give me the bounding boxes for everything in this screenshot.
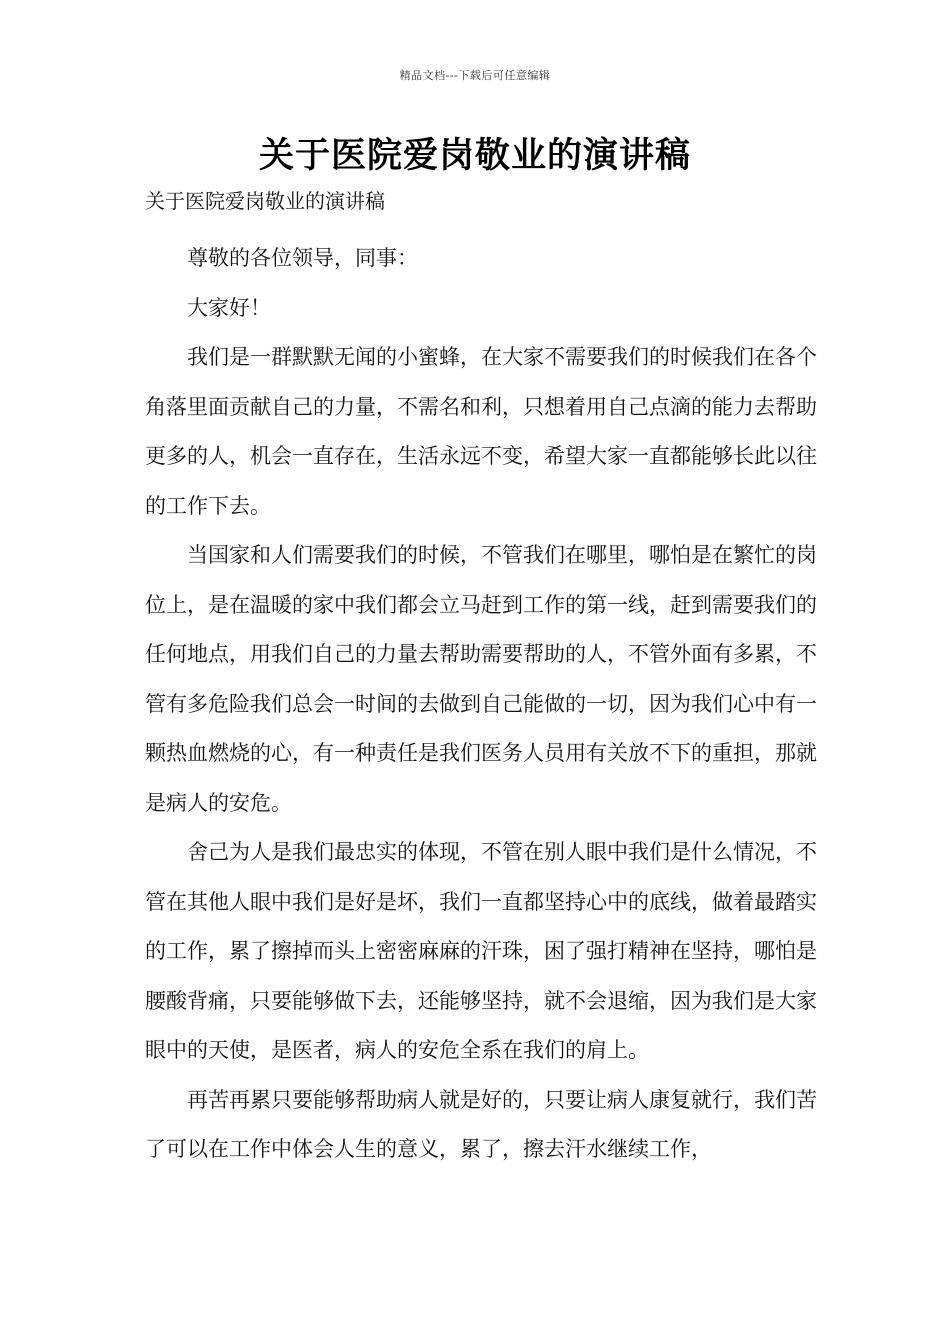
body-paragraph: 再苦再累只要能够帮助病人就是好的，只要让病人康复就行，我们苦了可以在工作中体会人生的意义，累了，擦去汗水继续工作， (145, 1087, 817, 1161)
salutation-paragraph: 尊敬的各位领导，同事： (187, 246, 418, 270)
greeting-paragraph: 大家好！ (187, 295, 271, 320)
body-paragraph: 舍己为人是我们最忠实的体现，不管在别人眼中我们是什么情况，不管在其他人眼中我们是好是坏，我们一直都坚持心中的底线，做着最踏实的工作，累了擦掉而头上密密麻麻的汗珠，困了强打精神在坚持，哪怕是腰酸背痛，只要能够做下去，还能够坚持，就不会退缩，因为我们是大家眼中的天使，是医者，病人的安危全系在我们的肩上。 (145, 840, 817, 1062)
document-body (145, 234, 817, 1175)
header-note: 精品文档---下载后可任意编辑 (399, 69, 551, 82)
body-paragraph: 我们是一群默默无闻的小蜜蜂，在大家不需要我们的时候我们在各个角落里面贡献自己的力量，不需名和利，只想着用自己点滴的能力去帮助更多的人，机会一直存在，生活永远不变，希望大家一直都能够长此以往的工作下去。 (145, 345, 817, 518)
document-title: 关于医院爱岗敬业的演讲稿 (258, 135, 691, 176)
body-paragraph: 当国家和人们需要我们的时候，不管我们在哪里，哪怕是在繁忙的岗位上，是在温暖的家中我们都会立马赶到工作的第一线，赶到需要我们的任何地点，用我们自己的力量去帮助需要帮助的人，不管外面有多累，不管有多危险我们总会一时间的去做到自己能做的一切，因为我们心中有一颗热血燃烧的心，有一种责任是我们医务人员用有关放不下的重担，那就是病人的安危。 (145, 543, 817, 815)
document-subtitle: 关于医院爱岗敬业的演讲稿 (145, 189, 385, 213)
